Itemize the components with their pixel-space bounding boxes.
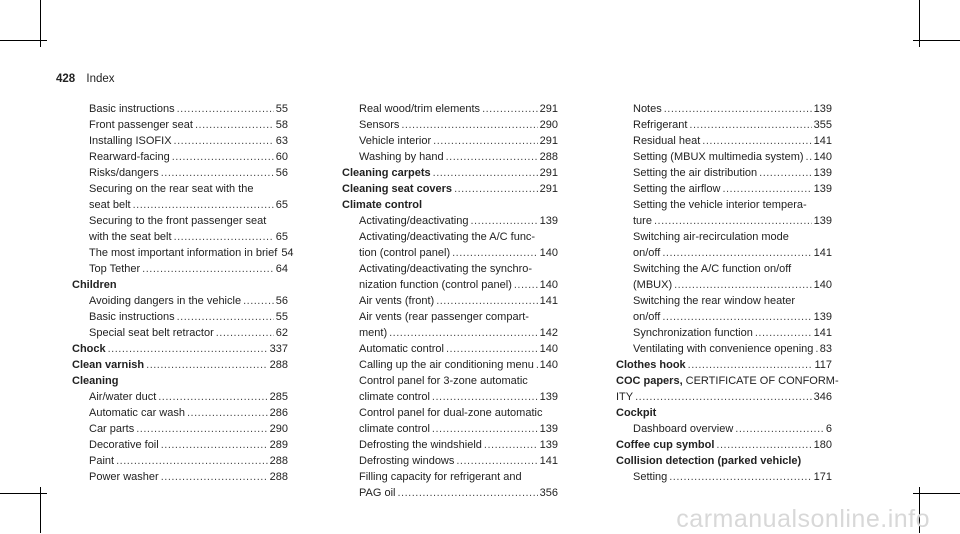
index-entry[interactable]: Calling up the air conditioning menu ..... 140 <box>342 357 558 373</box>
index-entry[interactable]: ment) ..... 142 <box>342 325 558 341</box>
index-entry[interactable]: Air vents (front) ..... 141 <box>342 293 558 309</box>
index-entry[interactable]: seat belt ..... 65 <box>72 197 288 213</box>
index-entry[interactable]: Setting the air distribution ..... 139 <box>616 165 832 181</box>
index-entry-line: Switching the rear window heater <box>633 295 796 307</box>
index-entry[interactable]: Dashboard overview ..... 6 <box>616 421 832 437</box>
index-entry-line: Switching the A/C function on/off <box>633 263 792 275</box>
index-entry[interactable]: climate control ..... 139 <box>342 421 558 437</box>
index-entry[interactable]: Avoiding dangers in the vehicle ..... 56 <box>72 293 288 309</box>
index-heading: Cockpit <box>616 407 657 419</box>
index-entry[interactable]: Vehicle interior ..... 291 <box>342 133 558 149</box>
index-entry[interactable]: Washing by hand ..... 288 <box>342 149 558 165</box>
index-entry[interactable]: nization function (control panel) ..... 140 <box>342 277 558 293</box>
index-entry[interactable]: with the seat belt ..... 65 <box>72 229 288 245</box>
index-entry-line: Securing on the rear seat with the <box>89 183 254 195</box>
index-heading: Climate control <box>342 199 423 211</box>
index-column-3 <box>616 101 839 485</box>
index-entry[interactable]: Refrigerant ..... 355 <box>616 117 832 133</box>
index-entry-line: Activating/deactivating the synchro- <box>359 263 533 275</box>
index-entry[interactable]: Notes ..... 139 <box>616 101 832 117</box>
index-entry[interactable]: climate control ..... 139 <box>342 389 558 405</box>
index-entry[interactable]: Real wood/trim elements ..... 291 <box>342 101 558 117</box>
index-entry[interactable]: Activating/deactivating ..... 139 <box>342 213 558 229</box>
index-entry-line: Filling capacity for refrigerant and <box>359 471 522 483</box>
index-entry[interactable]: Paint ..... 288 <box>72 453 288 469</box>
index-entry[interactable]: The most important information in brief 54 <box>89 247 294 259</box>
index-entry[interactable]: Automatic control ..... 140 <box>342 341 558 357</box>
index-entry[interactable]: Chock ..... 337 <box>72 341 288 357</box>
index-entry[interactable]: Rearward-facing ..... 60 <box>72 149 288 165</box>
index-entry[interactable]: Setting ..... 171 <box>616 469 832 485</box>
crop-mark <box>0 493 47 494</box>
index-entry[interactable]: on/off ..... 139 <box>616 309 832 325</box>
crop-mark <box>0 40 47 41</box>
index-entry[interactable]: Cleaning seat covers ..... 291 <box>342 181 558 197</box>
index-entry[interactable]: Front passenger seat ..... 58 <box>72 117 288 133</box>
index-entry[interactable]: Setting (MBUX multimedia system) ..... 140 <box>616 149 832 165</box>
index-entry[interactable]: Clothes hook ..... 117 <box>616 357 832 373</box>
index-entry[interactable]: Synchronization function ..... 141 <box>616 325 832 341</box>
index-entry[interactable]: Basic instructions ..... 55 <box>72 309 288 325</box>
index-entry[interactable]: Cleaning carpets ..... 291 <box>342 165 558 181</box>
index-entry[interactable]: PAG oil ..... 356 <box>342 485 558 501</box>
section-title: Index <box>86 73 115 85</box>
index-entry[interactable]: Car parts ..... 290 <box>72 421 288 437</box>
index-entry-line: Switching air-recirculation mode <box>633 231 789 243</box>
index-entry[interactable]: Risks/dangers ..... 56 <box>72 165 288 181</box>
index-entry[interactable]: Defrosting the windshield ..... 139 <box>342 437 558 453</box>
index-entry[interactable]: Coffee cup symbol ..... 180 <box>616 437 832 453</box>
index-entry[interactable]: Special seat belt retractor ..... 62 <box>72 325 288 341</box>
index-entry[interactable]: Automatic car wash ..... 286 <box>72 405 288 421</box>
index-heading: Collision detection (parked vehicle) <box>616 455 802 467</box>
page-header <box>56 73 115 85</box>
index-entry-line: Setting the vehicle interior tempera- <box>633 199 807 211</box>
index-entry[interactable]: Residual heat ..... 141 <box>616 133 832 149</box>
index-column-2 <box>342 101 558 501</box>
index-entry[interactable]: Sensors ..... 290 <box>342 117 558 133</box>
index-entry[interactable]: Clean varnish ..... 288 <box>72 357 288 373</box>
index-entry[interactable]: tion (control panel) ..... 140 <box>342 245 558 261</box>
index-entry[interactable]: Defrosting windows ..... 141 <box>342 453 558 469</box>
index-entry-line: Securing to the front passenger seat <box>89 215 267 227</box>
crop-mark <box>913 493 960 494</box>
index-entry[interactable]: ITY ..... 346 <box>616 389 832 405</box>
index-entry-line: COC papers, CERTIFICATE OF CONFORM- <box>616 375 839 387</box>
index-entry[interactable]: Basic instructions ..... 55 <box>72 101 288 117</box>
index-entry[interactable]: Ventilating with convenience opening ..... 83 <box>616 341 832 357</box>
index-entry-line: Control panel for dual-zone automatic <box>359 407 543 419</box>
page-number: 428 <box>56 73 76 85</box>
index-entry[interactable]: (MBUX) ..... 140 <box>616 277 832 293</box>
index-entry[interactable]: ture ..... 139 <box>616 213 832 229</box>
index-entry[interactable]: Setting the airflow ..... 139 <box>616 181 832 197</box>
crop-mark <box>913 40 960 41</box>
index-heading: Children <box>72 279 117 291</box>
index-column-1 <box>72 101 294 485</box>
index-entry[interactable]: Installing ISOFIX ..... 63 <box>72 133 288 149</box>
index-entry-line: Control panel for 3-zone automatic <box>359 375 528 387</box>
index-entry-line: Air vents (rear passenger compart- <box>359 311 529 323</box>
index-heading: Cleaning <box>72 375 119 387</box>
index-entry[interactable]: Top Tether ..... 64 <box>72 261 288 277</box>
index-entry[interactable]: on/off ..... 141 <box>616 245 832 261</box>
index-entry[interactable]: Air/water duct ..... 285 <box>72 389 288 405</box>
index-entry[interactable]: Power washer ..... 288 <box>72 469 288 485</box>
watermark: carmanualsonline.info <box>676 505 930 533</box>
index-entry[interactable]: Decorative foil ..... 289 <box>72 437 288 453</box>
index-entry-line: Activating/deactivating the A/C func- <box>359 231 536 243</box>
